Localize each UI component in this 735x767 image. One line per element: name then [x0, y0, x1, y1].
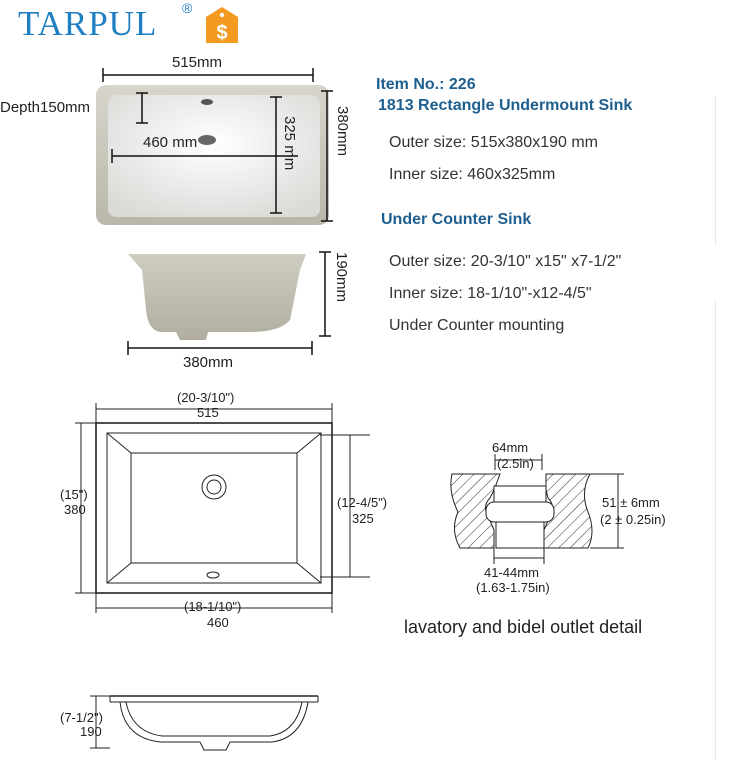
- side-height-label: 190mm: [333, 252, 350, 303]
- detail-top-in: (2.5in): [497, 456, 534, 471]
- photo-depth-label: Depth150mm: [0, 99, 91, 116]
- item-number: Item No.: 226: [376, 76, 476, 93]
- dwg-outer-length-mm: 380: [64, 502, 86, 517]
- photo-outer-length-label: 380mm: [334, 106, 351, 157]
- dollar-tag-icon: [200, 5, 244, 45]
- outlet-detail-drawing: [440, 440, 700, 580]
- svg-text:$: $: [216, 22, 228, 44]
- inner-size-in: Inner size: 18-1/10"-x12-4/5": [389, 285, 592, 302]
- side-length-label: 380mm: [183, 354, 234, 371]
- detail-height-in: (2 ± 0.25in): [600, 512, 666, 527]
- detail-top-mm: 64mm: [492, 440, 529, 455]
- detail-height-mm: 51 ± 6mm: [602, 495, 660, 510]
- dwg-outer-width-mm: 515: [197, 405, 219, 420]
- divider: [715, 300, 716, 760]
- side-dwg-height-in: (7-1/2"): [60, 710, 103, 725]
- dwg-inner-width-mm: 460: [207, 615, 229, 630]
- photo-inner-width-label: 460 mm: [143, 134, 198, 151]
- dwg-outer-width-in: (20-3/10"): [177, 390, 235, 405]
- outer-size-in: Outer size: 20-3/10" x15" x7-1/2": [389, 253, 622, 270]
- category-title: Under Counter Sink: [381, 211, 532, 228]
- mounting-type: Under Counter mounting: [389, 317, 565, 334]
- registered-mark: ®: [182, 0, 193, 16]
- side-dwg-height-mm: 190: [80, 724, 102, 739]
- detail-bottom-in: (1.63-1.75in): [476, 580, 550, 595]
- dwg-inner-length-in: (12-4/5"): [337, 495, 388, 510]
- detail-caption: lavatory and bidel outlet detail: [404, 617, 643, 637]
- sink-side-photo: [0, 240, 360, 360]
- divider: [715, 96, 716, 246]
- photo-inner-length-label: 325 mm: [281, 116, 298, 171]
- detail-bottom-mm: 41-44mm: [484, 565, 539, 580]
- brand-name: TARPUL: [18, 4, 158, 43]
- inner-size-mm: Inner size: 460x325mm: [389, 166, 556, 183]
- model-name: 1813 Rectangle Undermount Sink: [378, 97, 633, 114]
- dwg-outer-length-in: (15"): [60, 487, 88, 502]
- photo-width-label: 515mm: [172, 54, 223, 71]
- outer-size-mm: Outer size: 515x380x190 mm: [389, 134, 598, 151]
- side-view-drawing: [0, 690, 330, 755]
- dwg-inner-width-in: (18-1/10"): [184, 599, 242, 614]
- dwg-inner-length-mm: 325: [352, 511, 374, 526]
